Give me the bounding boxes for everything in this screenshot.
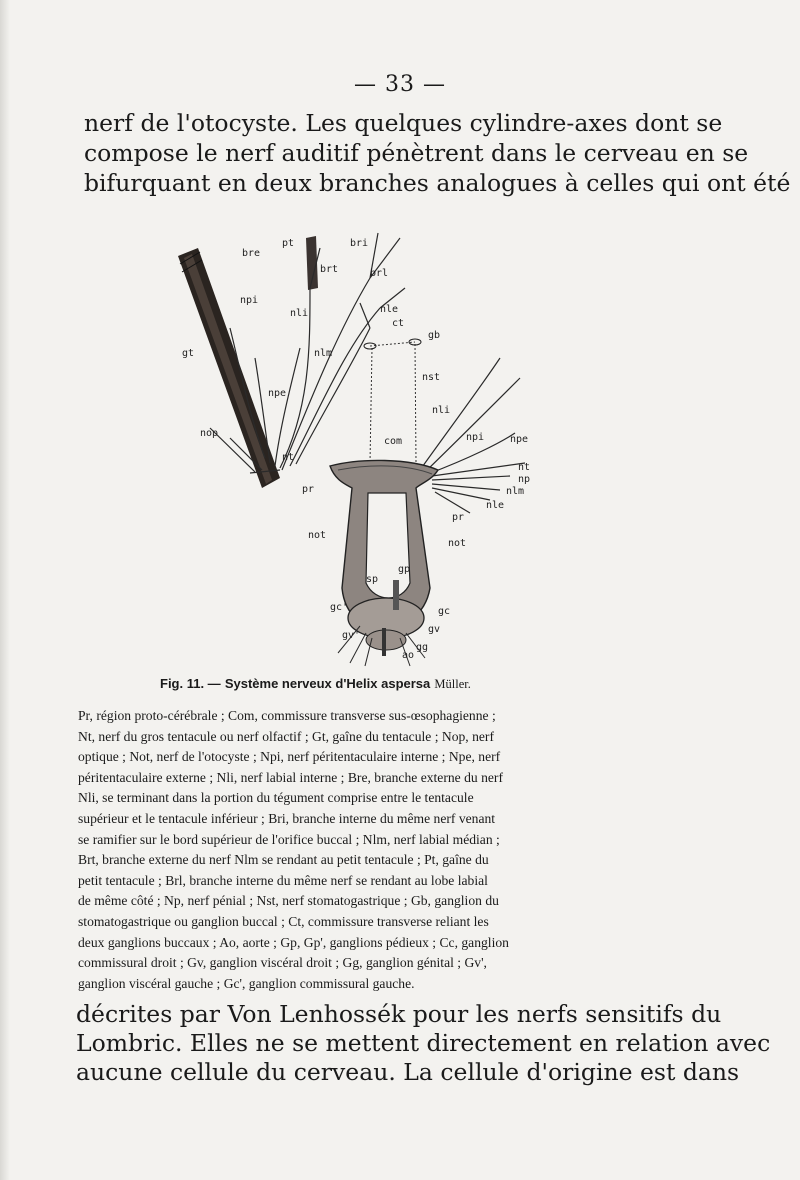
label-nli-left: nli [290, 308, 309, 319]
legend-line: Nt, nerf du gros tentacule ou nerf olfactif ; Gt, gaîne du tentacule ; Nop, nerf [78, 728, 494, 744]
label-gb: gb [428, 330, 441, 341]
label-com: com [384, 436, 403, 447]
label-nop: nop [200, 428, 219, 439]
label-bre: bre [242, 248, 261, 259]
legend-line: se ramifier sur le bord supérieur de l'orifice buccal ; Nlm, nerf labial médian ; [78, 831, 500, 847]
legend-line: optique ; Not, nerf de l'otocyste ; Npi, nerf péritentaculaire interne ; Npe, nerf [78, 749, 501, 765]
legend-line: Nli, se terminant dans la portion du tégument comprise entre le tentacule [78, 790, 474, 806]
label-nlm-right: nlm [506, 486, 525, 497]
text-line: compose le nerf auditif pénètrent dans le cerveau en se [84, 139, 749, 167]
tentacle-sheath [178, 248, 280, 488]
legend-line: Brt, branche externe du nerf Nlm se rendant au petit tentacule ; Pt, gaîne du [78, 852, 489, 868]
label-nt-left: nt [282, 452, 295, 463]
figure-legend [78, 706, 638, 994]
legend-line: commissural droit ; Gv, ganglion viscéral droit ; Gg, ganglion génital ; Gv', [78, 955, 487, 971]
label-pt: pt [282, 238, 295, 249]
legend-line: stomatogastrique ou ganglion buccal ; Ct, commissure transverse reliant les [78, 913, 489, 929]
legend-line: deux ganglions buccaux ; Ao, aorte ; Gp, Gp', ganglions pédieux ; Cc, ganglion [78, 934, 509, 950]
text-line: Lombric. Elles ne se mettent directement en relation avec [76, 1029, 771, 1057]
label-nt: nt [518, 462, 531, 473]
text-line: bifurquant en deux branches analogues à celles qui ont été [84, 169, 791, 197]
legend-line: petit tentacule ; Brl, branche interne du même nerf se rendant au lobe labial [78, 872, 488, 888]
text-line: nerf de l'otocyste. Les quelques cylindre-axes dont se [84, 109, 723, 137]
label-brt: brt [320, 264, 339, 275]
label-gv-right: gv [428, 624, 441, 635]
label-nle-top: nle [380, 304, 399, 315]
text-line: aucune cellule du cerveau. La cellule d'origine est dans [76, 1058, 740, 1086]
label-npe-right: npe [510, 434, 529, 445]
label-npi-right: npi [466, 432, 485, 443]
label-not-right: not [448, 538, 467, 549]
label-ao: ao [402, 650, 415, 661]
legend-line: péritentaculaire externe ; Nli, nerf labial interne ; Bre, branche externe du nerf [78, 769, 503, 785]
label-nlm-left: nlm [314, 348, 333, 359]
label-bri: bri [350, 238, 369, 249]
text-line: décrites par Von Lenhossék pour les nerfs sensitifs du [76, 1000, 722, 1028]
label-np: np [518, 474, 531, 485]
page-number: — 33 — [354, 72, 446, 97]
figure-title: Système nerveux d'Helix aspersa [224, 676, 431, 691]
label-gv-left: gv' [342, 630, 361, 641]
label-pr-right: pr [452, 512, 465, 523]
label-nli-right: nli [432, 405, 451, 416]
label-gp: gp [398, 564, 411, 575]
figure-caption-title [160, 676, 640, 692]
label-gc-left: gc' [330, 602, 349, 613]
label-gc-right: gc [438, 606, 451, 617]
label-npi: npi [240, 295, 259, 306]
legend-line: ganglion viscéral gauche ; Gc', ganglion commissural gauche. [78, 975, 415, 991]
label-not-left: not [308, 530, 327, 541]
label-npe: npe [268, 388, 287, 399]
nervous-system-illustration [170, 208, 580, 668]
label-pr-left: pr [302, 484, 315, 495]
label-nst: nst [422, 372, 441, 383]
top-paragraph [84, 108, 791, 198]
label-brl: brl [370, 268, 389, 279]
bottom-paragraph [76, 1000, 771, 1087]
label-gg: gg [416, 642, 429, 653]
legend-line: Pr, région proto-cérébrale ; Com, commissure transverse sus-œsophagienne ; [78, 708, 496, 723]
nervous-system-figure [170, 208, 580, 668]
figure-number: Fig. 11. — [160, 676, 221, 691]
page-edge [0, 0, 10, 1180]
label-nle-right: nle [486, 500, 505, 511]
legend-line: supérieur et le tentacule inférieur ; Bri, branche interne du même nerf venant [78, 810, 496, 826]
legend-line: de même côté ; Np, nerf pénial ; Nst, nerf stomatogastrique ; Gb, ganglion du [78, 893, 499, 909]
label-ct: ct [392, 318, 405, 329]
label-gt: gt [182, 348, 195, 359]
label-sp: sp [366, 574, 379, 585]
figure-author: Müller. [434, 677, 471, 691]
